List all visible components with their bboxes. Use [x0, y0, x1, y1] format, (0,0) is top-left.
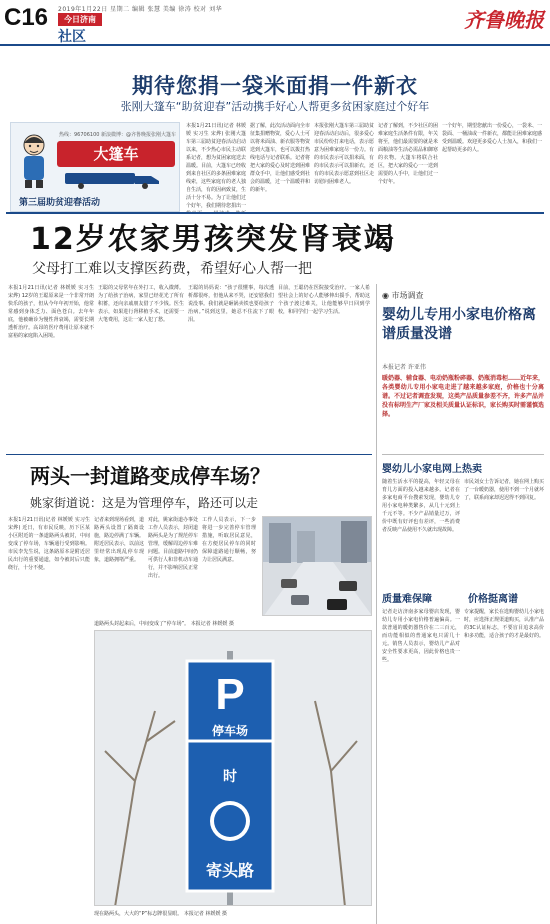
- sign-road: 寄头路: [205, 861, 255, 880]
- sidebar-body2: 随着生活水平的提高，年轻父母在育儿方面的投入越来越多。记者在多家电商平台搜索发现，婴幼儿专用小家电种类繁多，从几十元到上千元不等。不少产品销量过万，评价中既有好评也有差评，一些消费者反映产品使用不久就出现故障。: [382, 479, 460, 533]
- newspaper-logo: 齐鲁晚报: [464, 8, 544, 32]
- sidebar-body3b: 专家提醒，家长在选购婴幼儿小家电时，应选择正规渠道购买，认准产品的3C认证标志，不要盲目追求高价和多功能，适合孩子的才是最好的。: [464, 609, 544, 639]
- article2-col3: 王聪的妈妈说：“孩子很懂事，每次透析都很疼，但他从来不哭，还安慰我们说没事。我们就是砸锅卖铁也要给孩子治病。”说到这里，她忍不住流下了眼泪。: [188, 285, 274, 323]
- sidebar-tag: ◉ 市场调查: [382, 291, 424, 300]
- promo-label: 第三届助贫迎春活动: [19, 198, 101, 208]
- sidebar-section2: 婴幼儿小家电网上热卖: [382, 464, 482, 475]
- caption-1: 道路两头封起来后，中间变成了“停车场”。 本报记者 林媛媛 摄: [94, 621, 234, 627]
- article2-col4: 目前，王聪仍在医院接受治疗。一家人希望社会上的好心人能够伸出援手，帮助这个孩子渡过难关，让他能够早日回到学校，和同学们一起学习生活。: [278, 285, 370, 315]
- article3-subhead: 姚家街道说：这是为管理停车，路还可以走: [30, 496, 259, 510]
- article1-col1: 本报1月21日讯(记者 林媛媛 实习生 宋烨) 张刚大篷车第三届助贫迎春活动启动以来，不少热心市民主动联系记者，想为贫困家庭送去温暖。目前，大篷车已经收到来自社区的多条困难家庭线索，这些家庭有的老人独自生活，有的因病致贫，生活十分不易。为了让他们过个好年，我们期待您捐出一: [186, 123, 246, 209]
- article3-col4: 工作人员表示，下一步将进一步完善停车管理措施，听取居民意见，在方便居民停车的同时保障道路通行顺畅，努力让居民满意。: [202, 517, 256, 563]
- sidebar-body3: 记者走访济南多家母婴店发现，婴幼儿专用小家电价格普遍偏高。一款普通的暖奶器售价在二三百元，而功能相似的普通家电只需几十元。销售人员表示，婴幼儿产品对安全性要求更高，因此价格也贵一些。: [382, 609, 460, 663]
- article1-col5: 一个好年，期望您献出一份爱心，一袋米、一袋面、一桶油或一件新衣，都能让困难家庭感受到温暖。欢迎更多爱心人士加入，和我们一起帮助更多的人。: [442, 123, 542, 153]
- promo-box: [10, 122, 180, 212]
- article2-col1: 本报1月21日讯(记者 林媛媛 实习生 宋烨) 12岁的王聪原来是一个非常开朗快乐的孩子，但从今年年初开始，他常常感到身体乏力、面色苍白。去年年底，他被确诊为慢性肾衰竭，需要长期透析治疗。高昂的医疗费用让原本就不富裕的家庭陷入困境。: [8, 285, 94, 339]
- mascot-icon: [15, 131, 53, 189]
- column-divider: [376, 284, 377, 924]
- article2-headline: 12岁农家男孩突发肾衰竭: [30, 222, 396, 257]
- article3-headline: 两头一封道路变成停车场？: [30, 464, 270, 488]
- divider: [382, 454, 544, 455]
- caption-2: 现在路两头，大大的“P”标志牌很显眼。 本报记者 林媛媛 摄: [94, 911, 228, 917]
- article2-subhead: 父母打工难以支撑医药费，希望好心人帮一把: [32, 261, 312, 277]
- article3-col3: 对此，姚家街道办事处工作人员表示，封闭道路两头是为了规范停车管理，缓解周边停车难问题。目前道路中间仍可供行人和非机动车通行，并不影响居民正常出行。: [148, 517, 198, 579]
- sign-hours: 时: [223, 769, 237, 785]
- masthead: [0, 0, 550, 46]
- sign-p-letter: P: [215, 670, 245, 719]
- section-name: 社区: [58, 29, 86, 45]
- article3-col1: 本报1月21日讯(记者 林媛媛 实习生 宋烨) 近日，有市民反映，历下区某小区附近的一条道路两头被封，中间变成了停车场，车辆通行受到影响。市民李先生说，这条路原本是附近居民出行的重要通道，如今被封后只能绕行，十分不便。: [8, 517, 90, 571]
- article1-col4: 记者了解到，不少社区的困难家庭生活条件有限，年关将至，他们最需要的就是米面粮油等生活必需品和御寒的衣物。大篷车将联合社区，把大家的爱心一一送到需要的人手中，让他们过一个好年。: [378, 123, 438, 185]
- page-number: C16: [4, 4, 49, 31]
- sidebar-tag-text: 市场调查: [391, 291, 424, 300]
- sidebar-body2b: 市民刘女士告诉记者，她在网上购买了一台暖奶器，使用不到一个月就坏了，联系商家却迟迟得不到回复。: [464, 479, 544, 501]
- article1-col2: 据了解，此次活动面向全市征集捐赠物资，爱心人士可以将米面油、新衣服等物资送到大篷车，也可以拨打热线电话与记者联系。记者将把大家的爱心及时送到困难群众手中，让他们感受到社会的温暖，过一个温暖祥和的新年。: [250, 123, 310, 193]
- article1-col3: 本报张刚大篷车第三届助贫迎春活动启动后，很多爱心市民纷纷打来电话，表示愿意为困难家庭尽一份力。有的市民表示可以捐米面，有的市民表示可以捐新衣，还有的市民表示愿意到社区走访慰问困难老人。: [314, 123, 374, 185]
- photo-parking-sign: [94, 630, 372, 906]
- photo-street-parking: [262, 516, 372, 616]
- promo-hotline: 热线：96706100 新浪微博：@齐鲁晚报张刚大篷车: [59, 132, 177, 138]
- van-icon: [59, 171, 169, 189]
- article3-col2: 记者来到现场看到，道路两头设置了隔离设施，路边停满了车辆。附近居民表示，以前这里经常出现乱停车现象，道路拥堵严重。: [94, 517, 144, 563]
- sidebar-headline: 婴幼儿专用小家电价格离谱质量没谱: [382, 307, 536, 342]
- promo-brand: 大篷车: [57, 141, 175, 167]
- sidebar-byline: 本报记者 许亚伟: [382, 364, 426, 371]
- article1-headline: 期待您捐一袋米面捐一件新衣: [132, 74, 418, 98]
- section-tag: 今日济南: [58, 13, 102, 26]
- article2-col2: 王聪的父母常年在外打工，收入微薄。为了给孩子治病，家里已经花光了所有积蓄，还向亲戚朋友借了不少钱。医生表示，如果进行肾移植手术，还需要一大笔费用，这让一家人犯了愁。: [98, 285, 184, 323]
- divider: [6, 454, 372, 455]
- street-photo-illustration: [263, 517, 372, 616]
- date-line: 2019年1月22日 星期二 编辑 张慧 美编 徐涛 校对 刘华: [58, 6, 223, 13]
- sidebar-section3b: 价格挺离谱: [468, 594, 518, 605]
- parking-sign-illustration: [95, 631, 372, 906]
- sidebar-lead: 暖奶器、辅食器、电动奶瓶粉碎器、奶瓶消毒柜……近年来，各类婴幼儿专用小家电走进了越来越多家庭，价格也十分离谱。不过记者调查发现，这类产品质量参差不齐，许多产品并没有标明生产厂家及相关质量认证标识，家长购买时需谨慎选择。: [382, 375, 545, 418]
- sign-label: 停车场: [211, 724, 249, 738]
- article1-subhead: 张刚大篷车“助贫迎春”活动携手好心人帮更多贫困家庭过个好年: [120, 100, 430, 113]
- sidebar-section3a: 质量难保障: [382, 594, 432, 605]
